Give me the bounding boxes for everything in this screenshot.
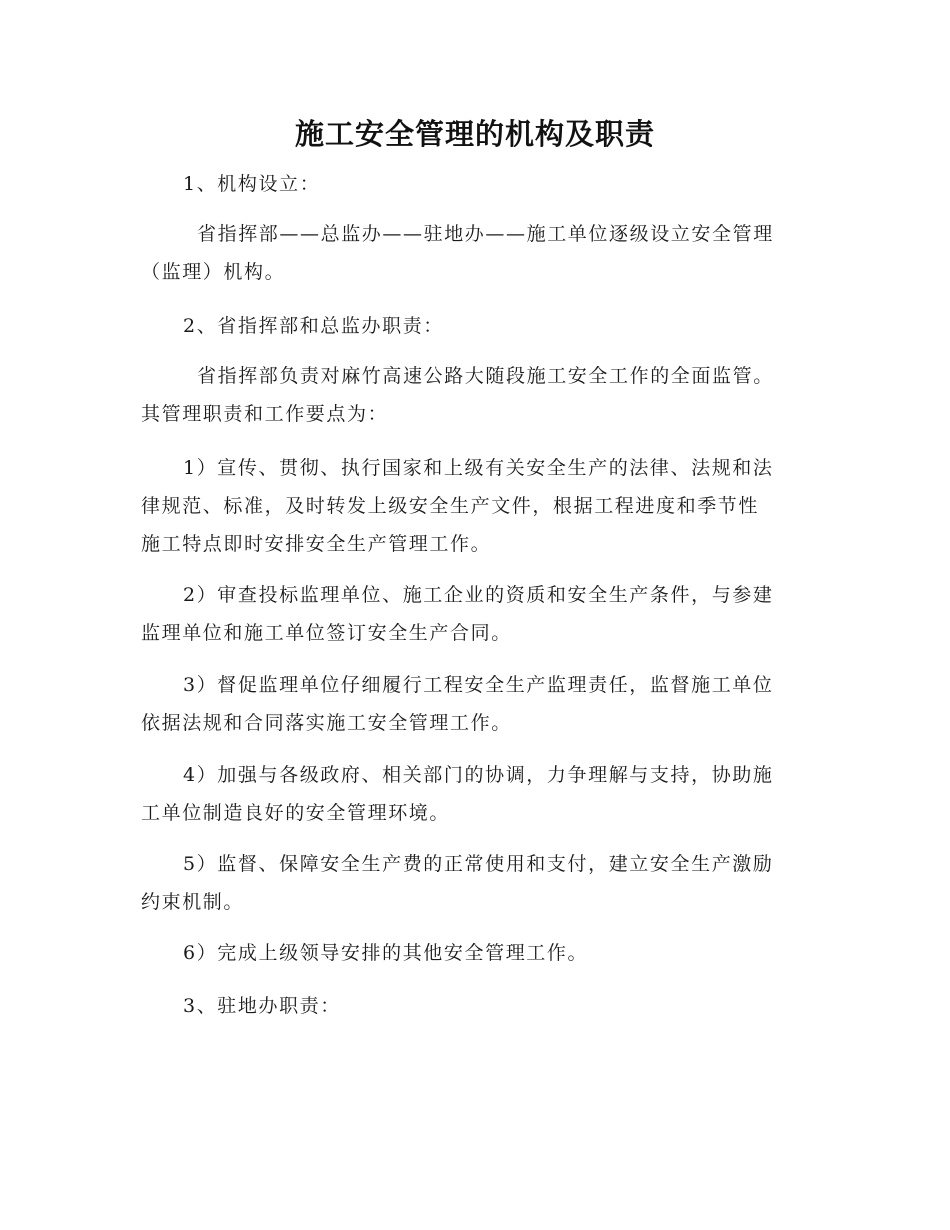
text-line: 工单位制造良好的安全管理环境。 [141, 802, 451, 824]
duty-item-6 [141, 934, 809, 972]
text-line: 4）加强与各级政府、相关部门的协调，力争理解与支持，协助施 [183, 764, 774, 786]
text-line: 依据法规和合同落实施工安全管理工作。 [141, 712, 512, 734]
duty-item-5 [141, 845, 809, 921]
text-line: 1）宣传、贯彻、执行国家和上级有关安全生产的法律、法规和法 [183, 457, 774, 479]
paragraph-structure [141, 215, 809, 291]
text-line: 2、省指挥部和总监办职责： [183, 315, 444, 337]
section-heading-3 [141, 987, 809, 1025]
section-heading-1 [141, 165, 809, 203]
paragraph-overview [141, 357, 809, 433]
text-line: 5）监督、保障安全生产费的正常使用和支付，建立安全生产激励 [183, 853, 774, 875]
section-heading-2 [141, 307, 809, 345]
duty-item-2 [141, 576, 809, 652]
text-line: 律规范、标准，及时转发上级安全生产文件，根据工程进度和季节性 [141, 495, 760, 517]
document-title: 施工安全管理的机构及职责 [294, 117, 655, 151]
text-line: 省指挥部——总监办——驻地办——施工单位逐级设立安全管理 [197, 223, 774, 245]
duty-item-1 [141, 449, 809, 563]
text-line: 其管理职责和工作要点为： [141, 403, 389, 425]
text-line: 约束机制。 [141, 891, 245, 913]
text-line: 3）督促监理单位仔细履行工程安全生产监理责任，监督施工单位 [183, 674, 774, 696]
text-line: 监理单位和施工单位签订安全生产合同。 [141, 622, 512, 644]
text-line: 2）审查投标监理单位、施工企业的资质和安全生产条件，与参建 [183, 584, 774, 606]
duty-item-4 [141, 756, 809, 832]
text-line: 施工特点即时安排安全生产管理工作。 [141, 533, 492, 555]
text-line: （监理）机构。 [141, 261, 286, 283]
text-line: 6）完成上级领导安排的其他安全管理工作。 [183, 942, 589, 964]
text-line: 1、机构设立： [183, 173, 321, 195]
text-line: 3、驻地办职责： [183, 995, 341, 1017]
text-line: 省指挥部负责对麻竹高速公路大随段施工安全工作的全面监管。 [197, 365, 774, 387]
duty-item-3 [141, 666, 809, 742]
